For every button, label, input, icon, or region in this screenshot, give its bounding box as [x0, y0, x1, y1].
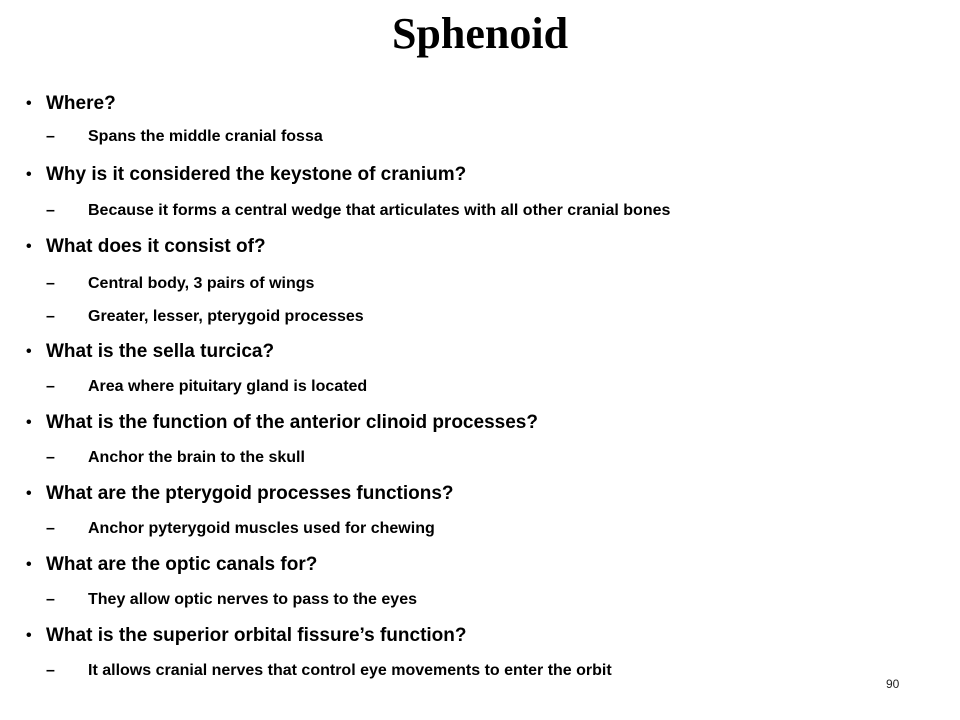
bullet-icon: •	[26, 556, 32, 573]
question-text: What is the function of the anterior clinoid processes?	[46, 412, 538, 433]
dash-icon: –	[46, 308, 55, 325]
question-item	[26, 339, 836, 365]
page-number: 90	[886, 677, 900, 691]
bullet-icon: •	[26, 95, 32, 112]
question-text: Where?	[46, 93, 116, 114]
dash-icon: –	[46, 449, 55, 466]
dash-icon: –	[46, 520, 55, 537]
answer-text: Area where pituitary gland is located	[88, 378, 368, 395]
answer-text: Spans the middle cranial fossa	[88, 128, 323, 145]
answer-text: Anchor the brain to the skull	[88, 449, 305, 466]
question-text: What does it consist of?	[46, 236, 266, 257]
answer-item	[26, 126, 836, 147]
bullet-icon: •	[26, 485, 32, 502]
answer-text: Anchor pyterygoid muscles used for chewing	[88, 520, 435, 537]
answer-item	[26, 660, 836, 681]
slide-title: Sphenoid	[391, 9, 569, 58]
question-text: Why is it considered the keystone of cranium?	[46, 164, 467, 185]
question-text: What are the pterygoid processes functions?	[46, 483, 454, 504]
question-item	[26, 410, 836, 436]
answer-text: It allows cranial nerves that control eye movements to enter the orbit	[88, 662, 612, 679]
question-item	[26, 162, 836, 188]
dash-icon: –	[46, 378, 55, 395]
dash-icon: –	[46, 128, 55, 145]
bullet-icon: •	[26, 414, 32, 431]
answer-text: Central body, 3 pairs of wings	[88, 275, 315, 292]
bullet-icon: •	[26, 627, 32, 644]
dash-icon: –	[46, 591, 55, 608]
answer-item	[26, 376, 836, 397]
answer-item	[26, 200, 836, 221]
bullet-icon: •	[26, 238, 32, 255]
question-item	[26, 552, 836, 578]
question-item	[26, 623, 836, 649]
answer-text: Greater, lesser, pterygoid processes	[88, 308, 364, 325]
bullet-icon: •	[26, 166, 32, 183]
answer-item	[26, 273, 836, 294]
question-item	[26, 481, 836, 507]
answer-text: Because it forms a central wedge that articulates with all other cranial bones	[88, 202, 671, 219]
answer-text: They allow optic nerves to pass to the eyes	[88, 591, 417, 608]
question-text: What is the sella turcica?	[46, 341, 275, 362]
answer-item	[26, 518, 836, 539]
answer-item	[26, 447, 836, 468]
dash-icon: –	[46, 275, 55, 292]
dash-icon: –	[46, 202, 55, 219]
bullet-list	[26, 91, 836, 681]
question-text: What is the superior orbital fissure’s function?	[46, 625, 467, 646]
answer-item	[26, 306, 836, 327]
question-item	[26, 234, 836, 260]
question-text: What are the optic canals for?	[46, 554, 318, 575]
dash-icon: –	[46, 662, 55, 679]
question-item	[26, 91, 836, 117]
answer-item	[26, 589, 836, 610]
bullet-icon: •	[26, 343, 32, 360]
